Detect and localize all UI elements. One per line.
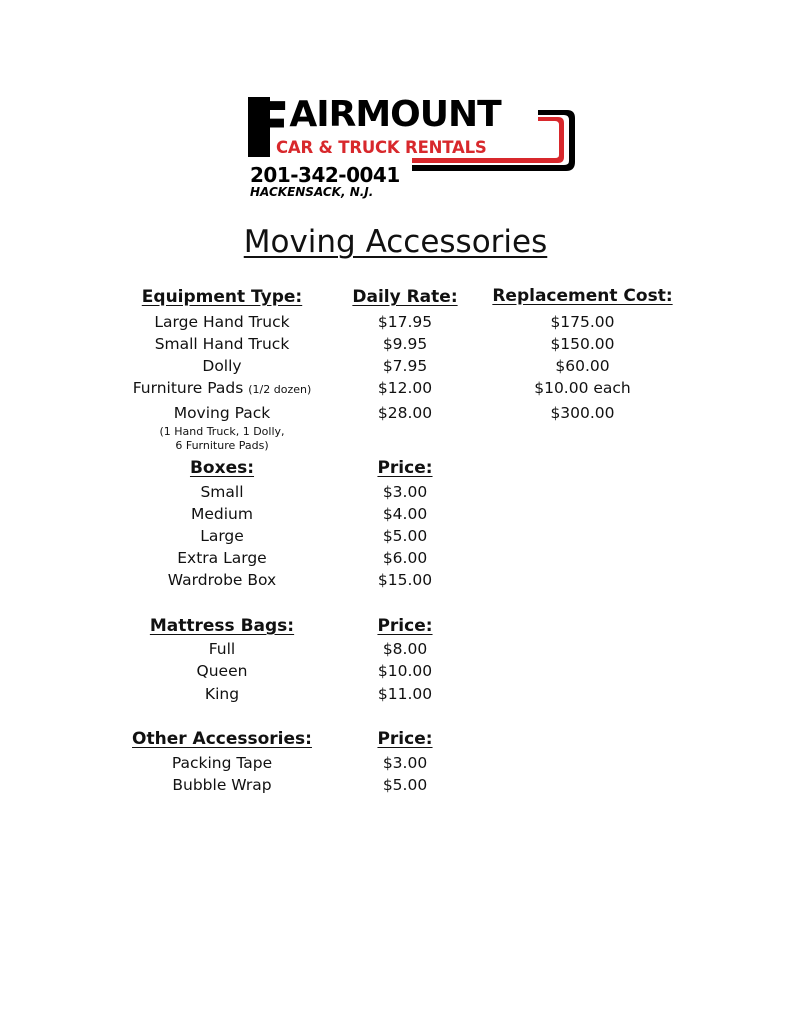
company-logo <box>248 89 580 203</box>
box-name: Wardrobe Box <box>167 571 277 589</box>
equipment-name: Small Hand Truck <box>154 335 290 353</box>
page-title: Moving Accessories <box>243 224 548 260</box>
logo-initial: F <box>248 89 290 162</box>
logo-phone: 201-342-0041 <box>250 163 400 187</box>
equipment-name: Dolly <box>202 357 242 375</box>
equipment-type-header: Equipment Type: <box>141 287 303 307</box>
box-name: Extra Large <box>177 549 267 567</box>
mattress-price: $8.00 <box>382 640 428 658</box>
mattress-name: Full <box>208 640 236 658</box>
equipment-rate: $28.00 <box>377 404 433 422</box>
equipment-replacement: $300.00 <box>550 404 615 422</box>
equipment-rate: $9.95 <box>382 335 428 353</box>
mattress-price: $11.00 <box>377 685 433 703</box>
box-price: $5.00 <box>382 527 428 545</box>
boxes-header: Boxes: <box>189 458 255 478</box>
logo-tagline: CAR & TRUCK RENTALS <box>276 138 487 157</box>
accessory-name: Bubble Wrap <box>172 776 272 794</box>
box-price: $15.00 <box>377 571 433 589</box>
logo-brand-rest: AIRMOUNT <box>289 94 501 135</box>
mattress-name: King <box>204 685 240 703</box>
accessory-name: Packing Tape <box>171 754 273 772</box>
equipment-quantity-note: (1/2 dozen) <box>248 383 312 396</box>
box-price: $6.00 <box>382 549 428 567</box>
other-price-header: Price: <box>377 729 433 749</box>
mattress-name: Queen <box>196 662 248 680</box>
equipment-name: Large Hand Truck <box>154 313 290 331</box>
equipment-rate: $12.00 <box>377 379 433 397</box>
equipment-name: Moving Pack <box>173 404 271 422</box>
boxes-price-header: Price: <box>377 458 433 478</box>
equipment-replacement: $150.00 <box>550 335 615 353</box>
mattress-bags-header: Mattress Bags: <box>149 616 295 636</box>
moving-pack-note: (1 Hand Truck, 1 Dolly, <box>159 425 285 438</box>
box-name: Large <box>200 527 244 545</box>
other-accessories-header: Other Accessories: <box>132 729 312 749</box>
equipment-replacement: $10.00 each <box>534 379 631 397</box>
equipment-name-furniture-pads <box>122 379 322 399</box>
box-name: Medium <box>191 505 253 523</box>
mattress-price-header: Price: <box>377 616 433 636</box>
equipment-replacement: $175.00 <box>550 313 615 331</box>
equipment-rate: $7.95 <box>382 357 428 375</box>
equipment-name: Furniture Pads <box>132 379 244 397</box>
mattress-price: $10.00 <box>377 662 433 680</box>
equipment-rate: $17.95 <box>377 313 433 331</box>
moving-pack-note: 6 Furniture Pads) <box>175 439 269 452</box>
box-price: $4.00 <box>382 505 428 523</box>
accessory-price: $3.00 <box>382 754 428 772</box>
box-name: Small <box>200 483 244 501</box>
equipment-replacement: $60.00 <box>555 357 610 375</box>
daily-rate-header: Daily Rate: <box>352 287 458 307</box>
logo-city: HACKENSACK, N.J. <box>250 185 374 199</box>
accessory-price: $5.00 <box>382 776 428 794</box>
box-price: $3.00 <box>382 483 428 501</box>
replacement-cost-header: Replacement Cost: <box>492 286 673 306</box>
